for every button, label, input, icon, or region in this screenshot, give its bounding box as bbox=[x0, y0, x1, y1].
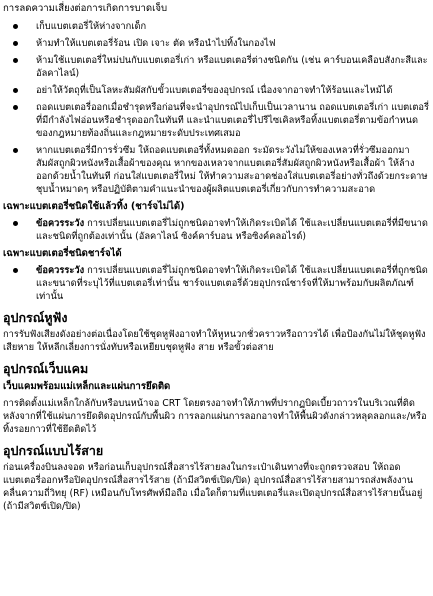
headset-section-title: อุปกรณ์หูฟัง bbox=[3, 310, 68, 325]
bullet-icon bbox=[13, 221, 18, 226]
document-page bbox=[0, 2, 433, 596]
list-item bbox=[3, 144, 430, 196]
caution-text: การเปลี่ยนแบตเตอรี่ไม่ถูกชนิดอาจทำให้เกิดระเบิดได้ ใช้และเปลี่ยนแบตเตอรี่ที่ถูกชนิดและขนาดที่ระบุไว้ที่แบตเตอรี่เท่านั้น ชาร์จแบตเตอรี่ด้วยอุปกรณ์ชาร์จที่ให้มาพร้อมกับผลิตภัณฑ์เท่านั้น bbox=[36, 265, 428, 302]
list-item bbox=[3, 84, 430, 97]
bullet-icon bbox=[13, 268, 18, 273]
wireless-paragraph: ก่อนเครื่องบินลงจอด หรือก่อนเก็บอุปกรณ์สื่อสารไร้สายลงในกระเป๋าเดินทางที่จะถูกตรวจสอบ ให้ถอดแบตเตอรี่ออกหรือปิดอุปกรณ์สื่อสารไร้สาย (ถ้ามีสวิตช์เปิด/ปิด) อุปกรณ์สื่อสารไร้สายสามารถส่งพลังงานคลื่นความถี่วิทยุ (RF) เหมือนกับโทรศัพท์มือถือ เมื่อใดก็ตามที่แบตเตอรี่และเปิดอุปกรณ์สื่อสารไร้สายนั้นอยู่ (ถ้ามีสวิตช์เปิด/ปิด) bbox=[3, 462, 423, 512]
list-item bbox=[3, 217, 430, 243]
bullet-icon bbox=[13, 148, 18, 153]
headset-paragraph: การรับฟังเสียงดังอย่างต่อเนื่องโดยใช้ชุดหูฟังอาจทำให้หูหนวกชั่วคราวหรือถาวรได้ เพื่อป้องกันไม่ให้ชุดหูฟังเสียหาย ให้หลีกเลี่ยงการนั่งทับหรือเหยียบชุดหูฟัง สาย หรือขั้วต่อสาย bbox=[3, 329, 426, 353]
rechargeable-battery-heading: เฉพาะแบตเตอรี่ชนิดชาร์จได้ bbox=[3, 248, 122, 259]
rechargeable-caution-list bbox=[3, 264, 430, 303]
bullet-text: อย่าให้วัตถุที่เป็นโลหะสัมผัสกับขั้วแบตเตอรี่ของอุปกรณ์ เนื่องจากอาจทำให้ร้อนและไหม้ได้ bbox=[36, 85, 393, 96]
list-item bbox=[3, 54, 430, 80]
battery-bullet-list bbox=[3, 20, 430, 196]
list-item bbox=[3, 37, 430, 50]
webcam-section-title: อุปกรณ์เว็บแคม bbox=[3, 361, 89, 376]
wireless-section-title: อุปกรณ์แบบไร้สาย bbox=[3, 443, 104, 458]
bullet-text: เก็บแบตเตอรี่ให้ห่างจากเด็ก bbox=[36, 21, 147, 32]
list-item bbox=[3, 101, 430, 140]
disposable-battery-heading: เฉพาะแบตเตอรี่ชนิดใช้แล้วทิ้ง (ชาร์จไม่ได้) bbox=[3, 201, 185, 212]
bullet-text: ห้ามใช้แบตเตอรี่ใหม่ปนกับแบตเตอรี่เก่า หรือแบตเตอรี่ต่างชนิดกัน (เช่น คาร์บอนเคลือบสังกะสีและอัลคาไลน์) bbox=[36, 55, 428, 79]
bullet-icon bbox=[13, 105, 18, 110]
list-item bbox=[3, 264, 430, 303]
bullet-icon bbox=[13, 41, 18, 46]
caution-label: ข้อควรระวัง bbox=[36, 265, 85, 276]
bullet-text: ห้ามทำให้แบตเตอรี่ร้อน เปิด เจาะ ตัด หรือนำไปทิ้งในกองไฟ bbox=[36, 38, 276, 49]
webcam-subtitle: เว็บแคมพร้อมแม่เหล็กและแผ่นการยึดติด bbox=[3, 381, 171, 392]
caution-text: การเปลี่ยนแบตเตอรี่ไม่ถูกชนิดอาจทำให้เกิดระเบิดได้ ใช้และเปลี่ยนแบตเตอรี่ที่มีขนาดและชนิดที่ถูกต้องเท่านั้น (อัลคาไลน์ ซิงค์คาร์บอน หรือซิงค์คลอไรด์) bbox=[36, 218, 428, 242]
safety-intro-heading: การลดความเสี่ยงต่อการเกิดการบาดเจ็บ bbox=[3, 3, 168, 14]
bullet-text: หากแบตเตอรี่มีการรั่วซึม ให้ถอดแบตเตอรี่ทั้งหมดออก ระมัดระวังไม่ให้ของเหลวที่รั่วซึมออกมาสัมผัสถูกผิวหนังหรือเสื้อผ้าของคุณ หากของเหลวจากแบตเตอรี่สัมผัสถูกผิวหนังหรือเสื้อผ้า ให้ล้างออกด้วยน้ำในทันที ก่อนใส่แบตเตอรี่ใหม่ ให้ทำความสะอาดช่องใส่แบตเตอรี่อย่างทั่วถึงด้วยกระดาษชุบน้ำหมาดๆ หรือปฏิบัติตามคำแนะนำของผู้ผลิตแบตเตอรี่เกี่ยวกับการทำความสะอาด bbox=[36, 145, 428, 195]
bullet-text: ถอดแบตเตอรี่ออกเมื่อชำรุดหรือก่อนที่จะนำอุปกรณ์ไปเก็บเป็นเวลานาน ถอดแบตเตอรี่เก่า แบตเตอรี่ที่มีกำลังไฟอ่อนหรือชำรุดออกในทันที และนำแบตเตอรี่ไปรีไซเคิลหรือทิ้งแบตเตอรี่ตามข้อกำหนดของกฎหมายท้องถิ่นและกฎหมายระดับประเทศเสมอ bbox=[36, 102, 429, 139]
bullet-icon bbox=[13, 88, 18, 93]
bullet-icon bbox=[13, 58, 18, 63]
webcam-paragraph: การติดตั้งแม่เหล็กใกล้กับหรือบนหน้าจอ CRT โดยตรงอาจทำให้ภาพที่ปรากฏบิดเบี้ยวถาวรในบริเวณที่ติด หลังจากที่ใช้แผ่นการยึดติดอุปกรณ์กับพื้นผิว การลอกแผ่นการลอกอาจทำให้พื้นผิวดังกล่าวหลุดลอกและ/หรือทิ้งรอยกาวที่ใช้ยึดติดไว้ bbox=[3, 398, 427, 435]
bullet-icon bbox=[13, 24, 18, 29]
disposable-caution-list bbox=[3, 217, 430, 243]
caution-label: ข้อควรระวัง bbox=[36, 218, 85, 229]
list-item bbox=[3, 20, 430, 33]
